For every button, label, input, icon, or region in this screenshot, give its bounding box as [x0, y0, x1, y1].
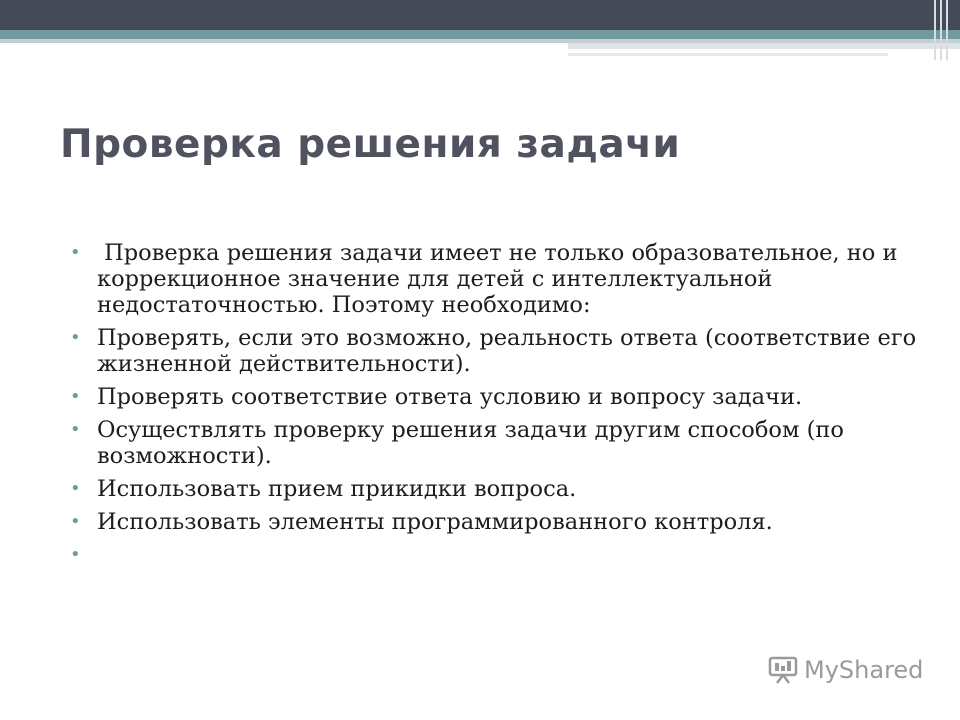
bullet-item-1	[70, 240, 930, 318]
slide-title: Проверка решения задачи	[60, 122, 681, 167]
bullet-item-6	[70, 509, 930, 535]
light-stripe-secondary	[568, 53, 888, 56]
bullet-dot: •	[70, 478, 81, 499]
bullet-item-2	[70, 325, 930, 377]
bullet-text: Использовать прием прикидки вопроса.	[97, 476, 577, 502]
bullet-list	[70, 240, 930, 575]
accent-stripe	[0, 30, 960, 39]
light-stripe	[568, 43, 960, 49]
bullet-item-4	[70, 417, 930, 469]
bullet-item-3	[70, 384, 930, 410]
bullet-dot: •	[70, 544, 81, 565]
bullet-dot: •	[70, 511, 81, 532]
corner-vertical-bars	[930, 0, 960, 60]
bullet-text: Проверять соответствие ответа условию и вопросу задачи.	[97, 384, 803, 410]
bullet-dot: •	[70, 327, 81, 348]
bullet-dot: •	[70, 419, 81, 440]
bullet-item-5	[70, 476, 930, 502]
bullet-dot: •	[70, 242, 81, 263]
bullet-text: Осуществлять проверку решения задачи другим способом (по возможности).	[97, 417, 844, 469]
bullet-text: Проверка решения задачи имеет не только образовательное, но и коррекционное значение для детей с интеллектуальной недостаточностью. Поэтому необходимо:	[97, 240, 905, 318]
bullet-dot: •	[70, 386, 81, 407]
watermark-text: MyShared	[804, 656, 924, 684]
watermark	[768, 656, 923, 684]
top-banner	[0, 0, 960, 30]
bullet-item-empty	[70, 542, 930, 568]
bullet-text: Использовать элементы программированного контроля.	[97, 509, 773, 535]
bullet-text: Проверять, если это возможно, реальность ответа (соответствие его жизненной действительности).	[97, 325, 917, 377]
presentation-board-icon	[768, 656, 798, 684]
